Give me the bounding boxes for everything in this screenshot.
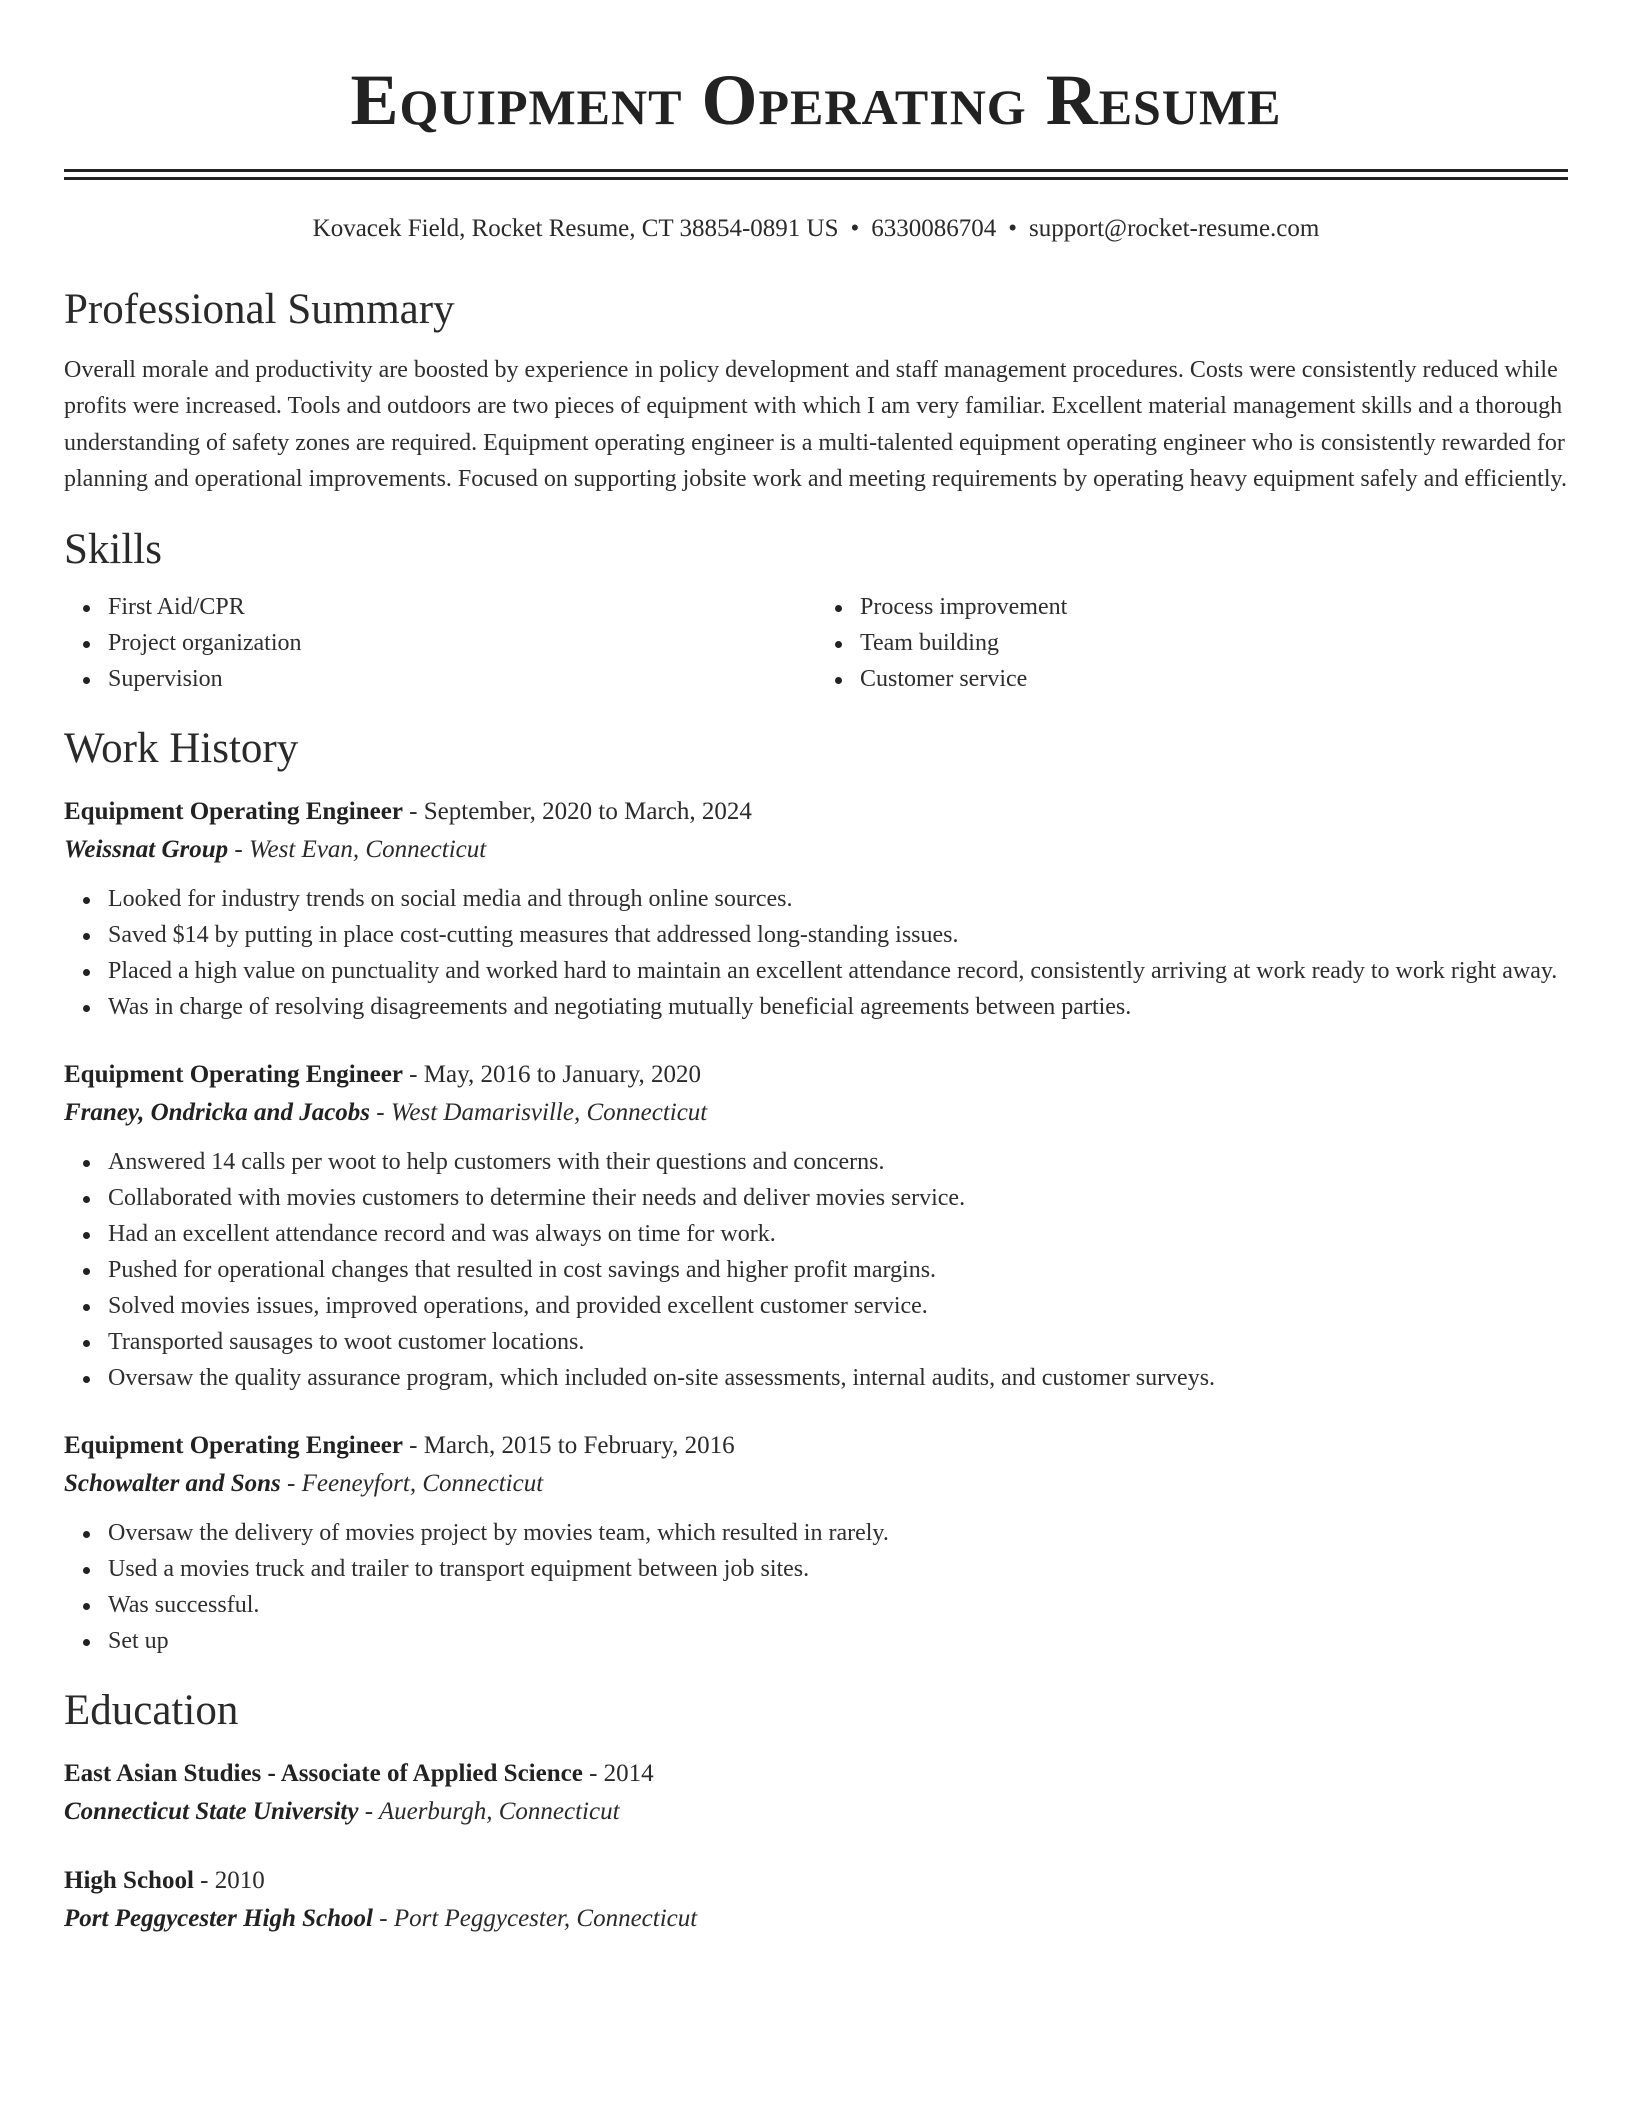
education-school: Connecticut State University bbox=[64, 1797, 359, 1825]
job-title: Equipment Operating Engineer bbox=[64, 797, 403, 825]
title-divider-thick bbox=[64, 169, 1568, 172]
job-company: Weissnat Group bbox=[64, 835, 229, 863]
education-school-line bbox=[64, 1899, 1568, 1938]
job-title: Equipment Operating Engineer bbox=[64, 1431, 403, 1459]
education-entry bbox=[64, 1863, 1568, 1938]
education-degree: High School bbox=[64, 1866, 194, 1894]
education-degree-line bbox=[64, 1863, 1568, 1899]
job-bullets bbox=[64, 1144, 1568, 1396]
job-company-line bbox=[64, 830, 1568, 869]
skill-item: Customer service bbox=[860, 661, 1568, 697]
job-header bbox=[64, 1057, 1568, 1093]
education-entry bbox=[64, 1756, 1568, 1831]
job-bullet: Transported sausages to woot customer locations. bbox=[108, 1324, 1568, 1360]
skill-item: Project organization bbox=[108, 625, 816, 661]
job-dates: - May, 2016 to January, 2020 bbox=[409, 1060, 702, 1088]
education-location: - Port Peggycester, Connecticut bbox=[379, 1904, 698, 1932]
job-bullet: Pushed for operational changes that resulted in cost savings and higher profit margins. bbox=[108, 1252, 1568, 1288]
job-bullets bbox=[64, 1515, 1568, 1659]
job-dates: - September, 2020 to March, 2024 bbox=[409, 797, 752, 825]
work-history-heading: Work History bbox=[64, 724, 299, 772]
job-company: Franey, Ondricka and Jacobs bbox=[64, 1098, 371, 1126]
job-bullet: Oversaw the quality assurance program, which included on-site assessments, internal audits, and customer surveys. bbox=[108, 1360, 1568, 1396]
skills-list bbox=[64, 589, 1568, 697]
job-company-line bbox=[64, 1093, 1568, 1132]
education-degree: East Asian Studies - Associate of Applied Science bbox=[64, 1759, 583, 1787]
contact-phone: 6330086704 bbox=[871, 215, 997, 242]
job-entry bbox=[64, 1428, 1568, 1659]
job-bullet: Was successful. bbox=[108, 1587, 1568, 1623]
job-bullet: Saved $14 by putting in place cost-cutting measures that addressed long-standing issues. bbox=[108, 917, 1568, 953]
job-bullet: Set up bbox=[108, 1623, 1568, 1659]
job-bullet: Looked for industry trends on social media and through online sources. bbox=[108, 881, 1568, 917]
job-location: - West Damarisville, Connecticut bbox=[376, 1098, 708, 1126]
job-entry bbox=[64, 794, 1568, 1025]
contact-email: support@rocket-resume.com bbox=[1029, 215, 1320, 242]
education-year: - 2014 bbox=[589, 1759, 654, 1787]
job-bullet: Had an excellent attendance record and was always on time for work. bbox=[108, 1216, 1568, 1252]
job-location: - West Evan, Connecticut bbox=[234, 835, 487, 863]
job-company-line bbox=[64, 1464, 1568, 1503]
job-title: Equipment Operating Engineer bbox=[64, 1060, 403, 1088]
education-school: Port Peggycester High School bbox=[64, 1904, 373, 1932]
job-bullet: Solved movies issues, improved operations, and provided excellent customer service. bbox=[108, 1288, 1568, 1324]
education-school-line bbox=[64, 1792, 1568, 1831]
education-degree-line bbox=[64, 1756, 1568, 1792]
education-heading: Education bbox=[64, 1686, 239, 1734]
job-bullet: Used a movies truck and trailer to transport equipment between job sites. bbox=[108, 1551, 1568, 1587]
education-year: - 2010 bbox=[200, 1866, 265, 1894]
page-title: Equipment Operating Resume bbox=[350, 60, 1282, 140]
contact-separator: • bbox=[1008, 215, 1018, 242]
job-entry bbox=[64, 1057, 1568, 1396]
job-bullet: Answered 14 calls per woot to help customers with their questions and concerns. bbox=[108, 1144, 1568, 1180]
skills-heading: Skills bbox=[64, 525, 162, 573]
skill-item: Supervision bbox=[108, 661, 816, 697]
job-bullet: Was in charge of resolving disagreements and negotiating mutually beneficial agreements between parties. bbox=[108, 989, 1568, 1025]
skill-item: Team building bbox=[860, 625, 1568, 661]
job-header bbox=[64, 1428, 1568, 1464]
contact-separator: • bbox=[850, 215, 860, 242]
job-bullet: Oversaw the delivery of movies project by movies team, which resulted in rarely. bbox=[108, 1515, 1568, 1551]
education-location: - Auerburgh, Connecticut bbox=[364, 1797, 620, 1825]
job-location: - Feeneyfort, Connecticut bbox=[287, 1469, 544, 1497]
summary-text: Overall morale and productivity are boosted by experience in policy development and staff management procedures. Costs were consistently reduced while profits were increased. Tools and outdoors are two pieces of equipment with which I am very familiar. Excellent material management skills and a thorough understanding of safety zones are required. Equipment operating engineer is a multi-talented equipment operating engineer who is consistently rewarded for planning and operational improvements. Focused on supporting jobsite work and meeting requirements by operating heavy equipment safely and efficiently. bbox=[64, 357, 1567, 493]
job-bullet: Collaborated with movies customers to determine their needs and deliver movies service. bbox=[108, 1180, 1568, 1216]
summary-heading: Professional Summary bbox=[64, 286, 455, 333]
job-company: Schowalter and Sons bbox=[64, 1469, 281, 1497]
title-divider-thin bbox=[64, 177, 1568, 180]
job-bullet: Placed a high value on punctuality and worked hard to maintain an excellent attendance record, consistently arriving at work ready to work right away. bbox=[108, 953, 1568, 989]
job-header bbox=[64, 794, 1568, 830]
skills-column-left bbox=[64, 589, 816, 697]
contact-address: Kovacek Field, Rocket Resume, CT 38854-0891 US bbox=[312, 215, 839, 242]
skill-item: First Aid/CPR bbox=[108, 589, 816, 625]
skill-item: Process improvement bbox=[860, 589, 1568, 625]
skills-column-right bbox=[816, 589, 1568, 697]
contact-line bbox=[64, 214, 1568, 244]
job-dates: - March, 2015 to February, 2016 bbox=[409, 1431, 735, 1459]
job-bullets bbox=[64, 881, 1568, 1025]
